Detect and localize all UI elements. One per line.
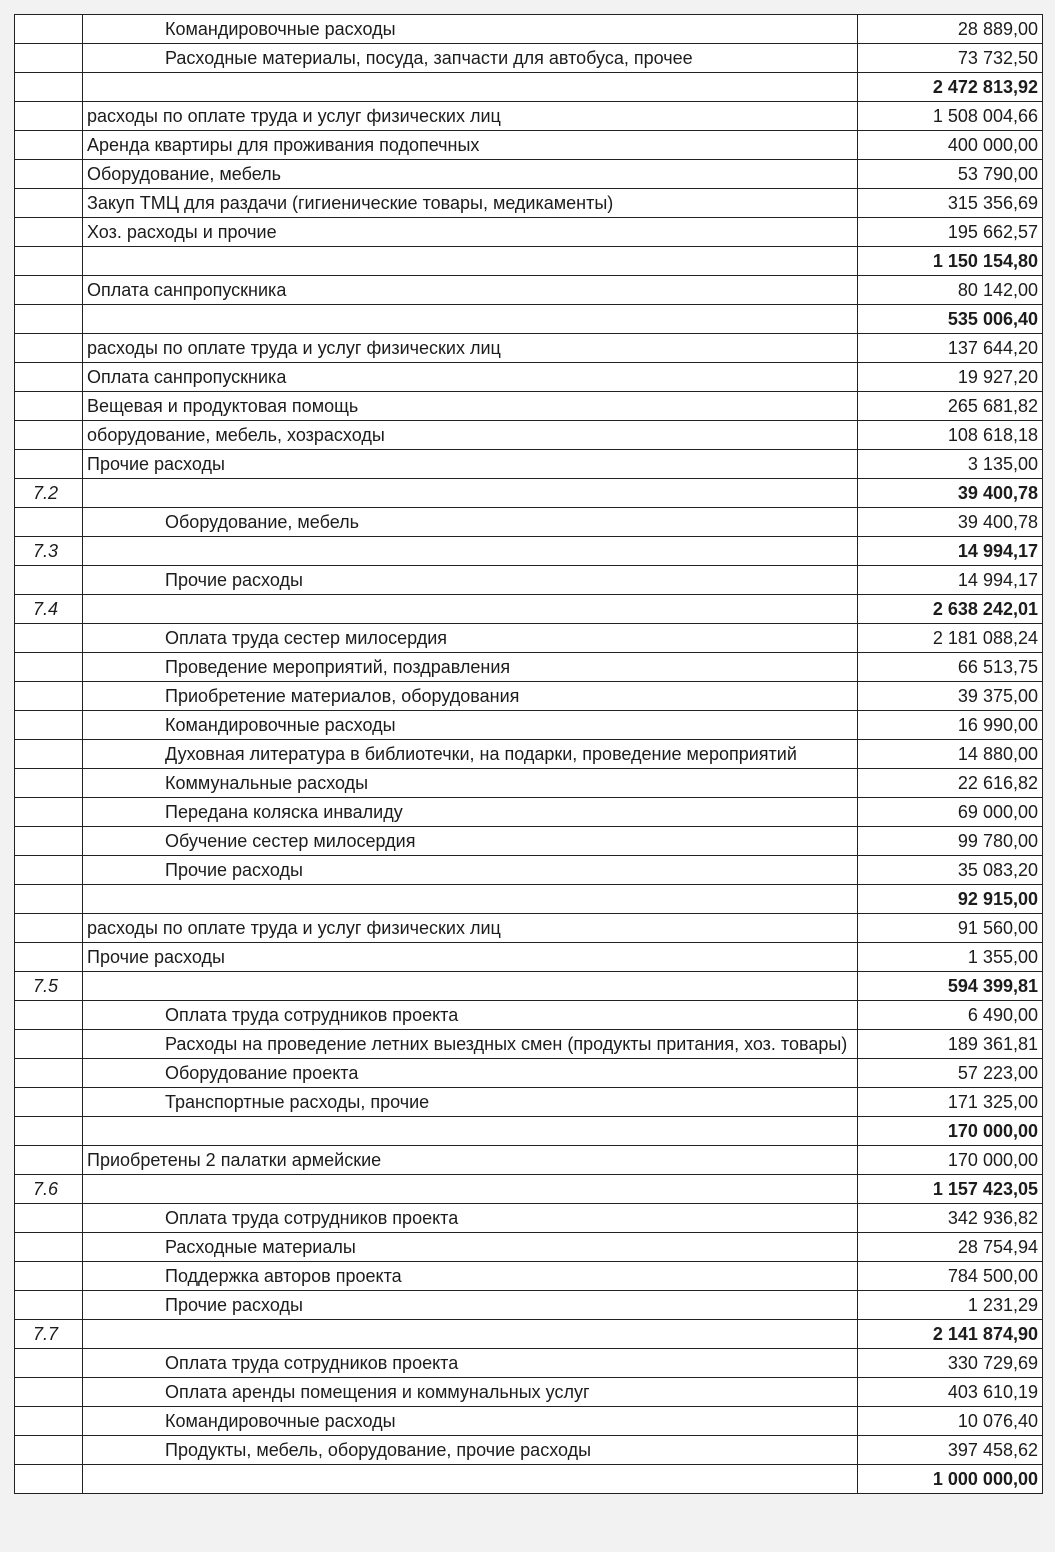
total-amount-cell: 1 157 423,05 (858, 1175, 1043, 1204)
amount-cell: 170 000,00 (858, 1146, 1043, 1175)
section-number-cell (15, 392, 83, 421)
section-number-cell (15, 131, 83, 160)
table-row-total (15, 595, 1043, 624)
amount-cell: 53 790,00 (858, 160, 1043, 189)
table-row (15, 1436, 1043, 1465)
description-cell: Прочие расходы (83, 943, 858, 972)
amount-cell: 66 513,75 (858, 653, 1043, 682)
table-row (15, 508, 1043, 537)
amount-cell: 19 927,20 (858, 363, 1043, 392)
section-number-cell (15, 1378, 83, 1407)
description-cell: Оплата труда сотрудников проекта (83, 1001, 858, 1030)
description-cell: Хоз. расходы и прочие (83, 218, 858, 247)
table-row (15, 363, 1043, 392)
expense-table (14, 14, 1043, 1494)
table-row (15, 798, 1043, 827)
table-row (15, 1291, 1043, 1320)
table-row (15, 1262, 1043, 1291)
section-number-cell (15, 102, 83, 131)
description-cell (83, 1117, 858, 1146)
amount-cell: 342 936,82 (858, 1204, 1043, 1233)
section-number-cell (15, 1204, 83, 1233)
description-cell (83, 247, 858, 276)
section-number-cell: 7.5 (15, 972, 83, 1001)
description-cell: расходы по оплате труда и услуг физических лиц (83, 914, 858, 943)
description-cell: Прочие расходы (83, 1291, 858, 1320)
section-number-cell (15, 566, 83, 595)
section-number-cell (15, 740, 83, 769)
table-row (15, 1146, 1043, 1175)
total-amount-cell: 14 994,17 (858, 537, 1043, 566)
amount-cell: 315 356,69 (858, 189, 1043, 218)
amount-cell: 108 618,18 (858, 421, 1043, 450)
section-number-cell (15, 508, 83, 537)
description-cell (83, 1320, 858, 1349)
section-number-cell (15, 276, 83, 305)
section-number-cell (15, 1465, 83, 1494)
section-number-cell (15, 1030, 83, 1059)
amount-cell: 80 142,00 (858, 276, 1043, 305)
amount-cell: 6 490,00 (858, 1001, 1043, 1030)
section-number-cell (15, 769, 83, 798)
amount-cell: 403 610,19 (858, 1378, 1043, 1407)
total-amount-cell: 39 400,78 (858, 479, 1043, 508)
section-number-cell: 7.6 (15, 1175, 83, 1204)
section-number-cell: 7.3 (15, 537, 83, 566)
description-cell: Расходные материалы, посуда, запчасти для автобуса, прочее (83, 44, 858, 73)
amount-cell: 397 458,62 (858, 1436, 1043, 1465)
amount-cell: 2 181 088,24 (858, 624, 1043, 653)
amount-cell: 189 361,81 (858, 1030, 1043, 1059)
description-cell: Коммунальные расходы (83, 769, 858, 798)
amount-cell: 1 231,29 (858, 1291, 1043, 1320)
amount-cell: 16 990,00 (858, 711, 1043, 740)
table-row-total (15, 1175, 1043, 1204)
description-cell: Поддержка авторов проекта (83, 1262, 858, 1291)
amount-cell: 57 223,00 (858, 1059, 1043, 1088)
table-row (15, 15, 1043, 44)
description-cell (83, 305, 858, 334)
amount-cell: 35 083,20 (858, 856, 1043, 885)
description-cell: Духовная литература в библиотечки, на подарки, проведение мероприятий (83, 740, 858, 769)
section-number-cell (15, 1291, 83, 1320)
description-cell (83, 1465, 858, 1494)
section-number-cell (15, 247, 83, 276)
description-cell: Прочие расходы (83, 856, 858, 885)
description-cell: Транспортные расходы, прочие (83, 1088, 858, 1117)
amount-cell: 10 076,40 (858, 1407, 1043, 1436)
description-cell: Продукты, мебель, оборудование, прочие расходы (83, 1436, 858, 1465)
table-row (15, 450, 1043, 479)
total-amount-cell: 1 150 154,80 (858, 247, 1043, 276)
description-cell (83, 972, 858, 1001)
table-row (15, 1001, 1043, 1030)
section-number-cell (15, 827, 83, 856)
amount-cell: 330 729,69 (858, 1349, 1043, 1378)
section-number-cell (15, 44, 83, 73)
amount-cell: 195 662,57 (858, 218, 1043, 247)
table-row (15, 102, 1043, 131)
table-row-total (15, 537, 1043, 566)
section-number-cell: 7.2 (15, 479, 83, 508)
section-number-cell (15, 1088, 83, 1117)
section-number-cell (15, 856, 83, 885)
section-number-cell (15, 1349, 83, 1378)
amount-cell: 265 681,82 (858, 392, 1043, 421)
table-row-total (15, 1117, 1043, 1146)
description-cell: Передана коляска инвалиду (83, 798, 858, 827)
amount-cell: 69 000,00 (858, 798, 1043, 827)
table-row-total (15, 73, 1043, 102)
section-number-cell (15, 450, 83, 479)
section-number-cell (15, 711, 83, 740)
table-row (15, 1349, 1043, 1378)
section-number-cell (15, 943, 83, 972)
amount-cell: 28 754,94 (858, 1233, 1043, 1262)
description-cell: Командировочные расходы (83, 1407, 858, 1436)
table-row (15, 682, 1043, 711)
section-number-cell (15, 885, 83, 914)
section-number-cell (15, 1001, 83, 1030)
description-cell: Проведение мероприятий, поздравления (83, 653, 858, 682)
description-cell: Прочие расходы (83, 450, 858, 479)
section-number-cell (15, 1407, 83, 1436)
table-row (15, 131, 1043, 160)
table-row (15, 218, 1043, 247)
table-row (15, 44, 1043, 73)
description-cell: Приобретены 2 палатки армейские (83, 1146, 858, 1175)
section-number-cell (15, 624, 83, 653)
description-cell (83, 1175, 858, 1204)
description-cell: Обучение сестер милосердия (83, 827, 858, 856)
description-cell: Оборудование, мебель (83, 160, 858, 189)
amount-cell: 3 135,00 (858, 450, 1043, 479)
table-row (15, 1204, 1043, 1233)
description-cell (83, 595, 858, 624)
section-number-cell (15, 334, 83, 363)
total-amount-cell: 170 000,00 (858, 1117, 1043, 1146)
expense-table-body (15, 15, 1043, 1494)
table-row (15, 1059, 1043, 1088)
table-row (15, 189, 1043, 218)
amount-cell: 137 644,20 (858, 334, 1043, 363)
section-number-cell (15, 1117, 83, 1146)
description-cell: расходы по оплате труда и услуг физических лиц (83, 102, 858, 131)
section-number-cell (15, 218, 83, 247)
table-row (15, 769, 1043, 798)
table-row-total (15, 247, 1043, 276)
table-row (15, 740, 1043, 769)
section-number-cell (15, 1262, 83, 1291)
table-row (15, 1378, 1043, 1407)
total-amount-cell: 92 915,00 (858, 885, 1043, 914)
amount-cell: 400 000,00 (858, 131, 1043, 160)
section-number-cell (15, 653, 83, 682)
section-number-cell (15, 1233, 83, 1262)
description-cell (83, 73, 858, 102)
amount-cell: 73 732,50 (858, 44, 1043, 73)
table-row (15, 1233, 1043, 1262)
total-amount-cell: 2 141 874,90 (858, 1320, 1043, 1349)
section-number-cell (15, 1436, 83, 1465)
section-number-cell (15, 189, 83, 218)
amount-cell: 22 616,82 (858, 769, 1043, 798)
description-cell: Командировочные расходы (83, 711, 858, 740)
table-row (15, 827, 1043, 856)
amount-cell: 14 994,17 (858, 566, 1043, 595)
table-row (15, 653, 1043, 682)
section-number-cell (15, 914, 83, 943)
table-row-total (15, 885, 1043, 914)
table-row (15, 624, 1043, 653)
table-row (15, 334, 1043, 363)
section-number-cell (15, 160, 83, 189)
description-cell: Оплата труда сотрудников проекта (83, 1204, 858, 1233)
amount-cell: 14 880,00 (858, 740, 1043, 769)
table-row (15, 421, 1043, 450)
description-cell: Командировочные расходы (83, 15, 858, 44)
description-cell: Оборудование, мебель (83, 508, 858, 537)
table-row (15, 1088, 1043, 1117)
section-number-cell (15, 15, 83, 44)
table-row-total (15, 1320, 1043, 1349)
amount-cell: 39 375,00 (858, 682, 1043, 711)
amount-cell: 171 325,00 (858, 1088, 1043, 1117)
total-amount-cell: 594 399,81 (858, 972, 1043, 1001)
section-number-cell (15, 363, 83, 392)
description-cell: Расходы на проведение летних выездных смен (продукты притания, хоз. товары) (83, 1030, 858, 1059)
table-row (15, 856, 1043, 885)
section-number-cell (15, 798, 83, 827)
section-number-cell (15, 421, 83, 450)
section-number-cell (15, 73, 83, 102)
table-row-total (15, 479, 1043, 508)
amount-cell: 39 400,78 (858, 508, 1043, 537)
section-number-cell (15, 1146, 83, 1175)
description-cell: расходы по оплате труда и услуг физических лиц (83, 334, 858, 363)
section-number-cell: 7.7 (15, 1320, 83, 1349)
table-row (15, 160, 1043, 189)
description-cell: Расходные материалы (83, 1233, 858, 1262)
total-amount-cell: 1 000 000,00 (858, 1465, 1043, 1494)
amount-cell: 1 355,00 (858, 943, 1043, 972)
total-amount-cell: 2 638 242,01 (858, 595, 1043, 624)
section-number-cell: 7.4 (15, 595, 83, 624)
description-cell: оборудование, мебель, хозрасходы (83, 421, 858, 450)
description-cell: Оплата санпропускника (83, 363, 858, 392)
total-amount-cell: 535 006,40 (858, 305, 1043, 334)
description-cell (83, 885, 858, 914)
table-row-total (15, 305, 1043, 334)
table-row (15, 711, 1043, 740)
table-row-total (15, 972, 1043, 1001)
description-cell: Закуп ТМЦ для раздачи (гигиенические товары, медикаменты) (83, 189, 858, 218)
table-row (15, 392, 1043, 421)
table-row (15, 1030, 1043, 1059)
amount-cell: 1 508 004,66 (858, 102, 1043, 131)
description-cell: Приобретение материалов, оборудования (83, 682, 858, 711)
description-cell (83, 479, 858, 508)
description-cell: Аренда квартиры для проживания подопечных (83, 131, 858, 160)
description-cell: Оплата санпропускника (83, 276, 858, 305)
description-cell (83, 537, 858, 566)
table-row (15, 276, 1043, 305)
description-cell: Вещевая и продуктовая помощь (83, 392, 858, 421)
table-row-total (15, 1465, 1043, 1494)
amount-cell: 99 780,00 (858, 827, 1043, 856)
description-cell: Оплата труда сестер милосердия (83, 624, 858, 653)
table-row (15, 1407, 1043, 1436)
table-row (15, 566, 1043, 595)
section-number-cell (15, 305, 83, 334)
amount-cell: 91 560,00 (858, 914, 1043, 943)
section-number-cell (15, 1059, 83, 1088)
description-cell: Оборудование проекта (83, 1059, 858, 1088)
total-amount-cell: 2 472 813,92 (858, 73, 1043, 102)
table-row (15, 943, 1043, 972)
amount-cell: 28 889,00 (858, 15, 1043, 44)
description-cell: Оплата труда сотрудников проекта (83, 1349, 858, 1378)
description-cell: Прочие расходы (83, 566, 858, 595)
section-number-cell (15, 682, 83, 711)
amount-cell: 784 500,00 (858, 1262, 1043, 1291)
description-cell: Оплата аренды помещения и коммунальных услуг (83, 1378, 858, 1407)
table-row (15, 914, 1043, 943)
